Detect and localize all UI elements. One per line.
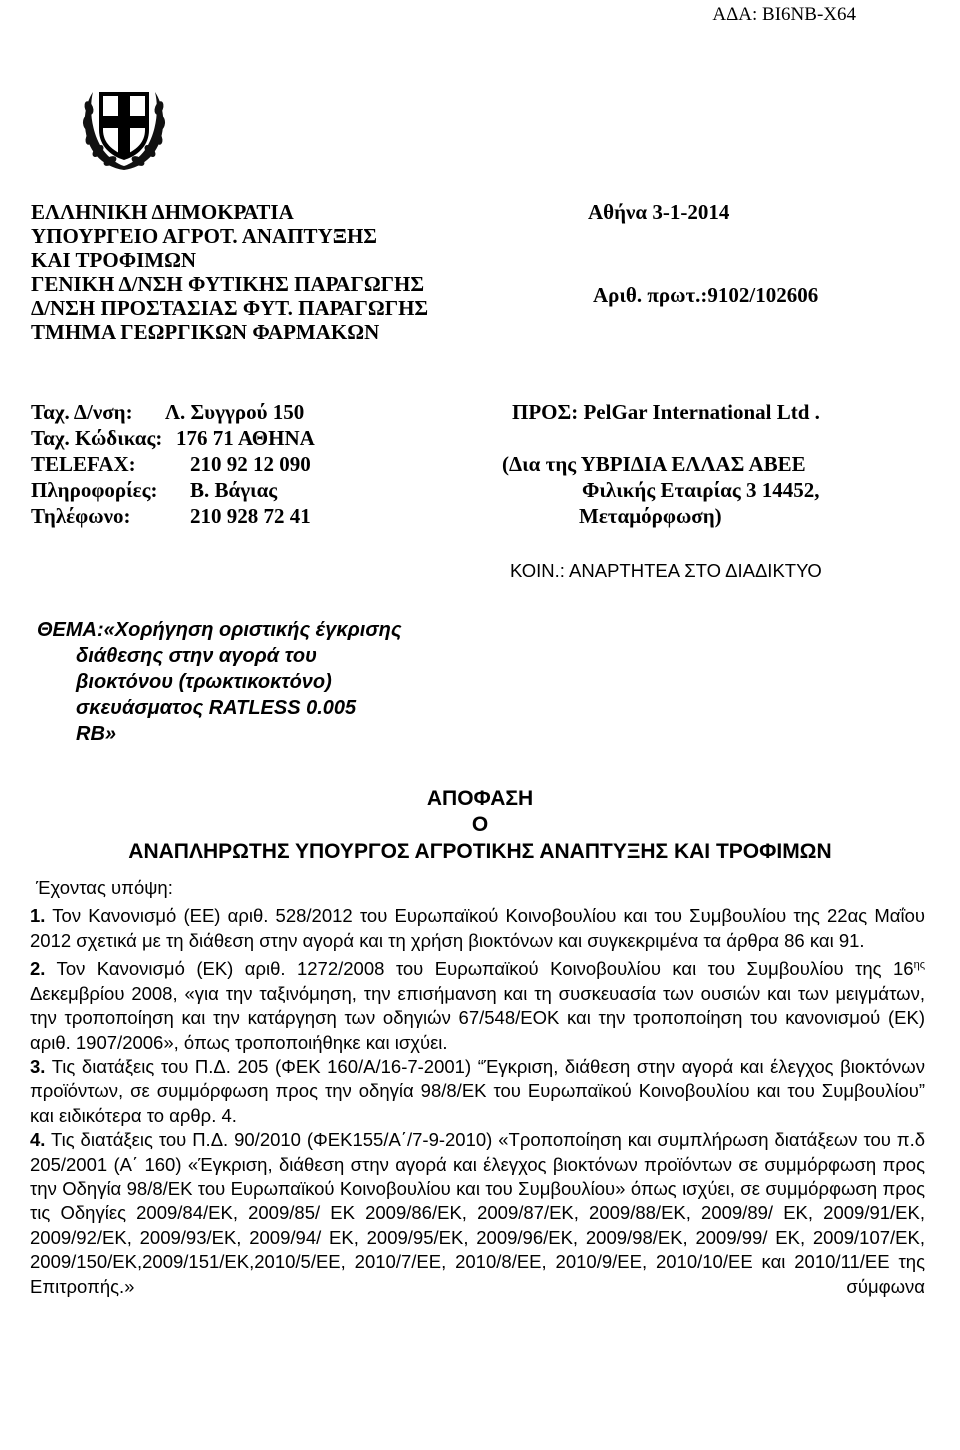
address-label: Ταχ. Δ/νση:: [31, 400, 133, 424]
recipient-to: ΠΡΟΣ: PelGar International Ltd .: [512, 400, 820, 424]
list-item-number: 3.: [30, 1056, 46, 1077]
list-item: [30, 904, 925, 953]
sender-block: [31, 200, 428, 344]
document-date: Αθήνα 3-1-2014: [588, 200, 730, 224]
list-item-number: 1.: [30, 905, 46, 927]
info-label: Πληροφορίες:: [31, 478, 158, 502]
phone-value: 210 928 72 41: [190, 504, 311, 528]
fax-value: 210 92 12 090: [190, 452, 311, 476]
list-item-text: Τις διατάξεις του Π.Δ. 205 (ΦΕΚ 160/Α/16-7-2001) “Έγκριση, διάθεση στην αγορά και έλεγχος βιοκτόνων προϊόντων, σε συμμόρφωση προς την οδηγία 98/8/ΕΚ του Ευρωπαϊκού Κοινοβουλίου και του Συμβουλίου” και ειδικότερα το αρθρ. 4.: [30, 1056, 925, 1126]
subject-line: διάθεσης στην αγορά του: [76, 645, 317, 667]
subject-line: ΘΕΜΑ:«Χορήγηση οριστικής έγκρισης: [37, 619, 402, 641]
sender-line: Δ/ΝΣΗ ΠΡΟΣΤΑΣΙΑΣ ΦΥΤ. ΠΑΡΑΓΩΓΗΣ: [31, 296, 429, 320]
recipient-city: Μεταμόρφωση): [579, 504, 722, 528]
decision-authority: ΑΝΑΠΛΗΡΩΤΗΣ ΥΠΟΥΡΓΟΣ ΑΓΡΟΤΙΚΗΣ ΑΝΑΠΤΥΞΗΣ ΚΑΙ ΤΡΟΦΙΜΩΝ: [128, 840, 832, 863]
list-item-text: Τις διατάξεις του Π.Δ. 90/2010 (ΦΕΚ155/Α΄/7-9-2010) «Τροποποίηση και συμπλήρωση διατάξεων του π.δ 205/2001 (Α΄ 160) «Έγκριση, διάθεση στην αγορά και έλεγχος βιοκτόνων προϊόντων σε συμμόρφωση προς την Οδηγία 98/8/ΕΚ του Ευρωπαϊκού Κοινοβουλίου και του Συμβουλίου» όπως ισχύει, σε συμμόρφωση προς τις Οδηγίες 2009/84/ΕΚ, 2009/85/ ΕΚ 2009/86/ΕΚ, 2009/87/ΕΚ, 2009/88/ΕΚ, 2009/89/ ΕΚ, 2009/91/ΕΚ, 2009/92/ΕΚ, 2009/93/ΕΚ, 2009/94/ ΕΚ, 2009/95/ΕΚ, 2009/96/ΕΚ, 2009/98/ΕΚ, 2009/99/ ΕΚ, 2009/107/ΕΚ, 2009/150/ΕΚ,2009/151/ΕΚ,2010/5/ΕΕ, 2010/7/ΕΕ, 2010/8/ΕΕ, 2010/9/ΕΕ, 2010/10/ΕΕ και 2010/11/ΕΕ της Επιτροπής.» σύμφωνα: [30, 1129, 926, 1297]
koin-note: ΚΟΙΝ.: ΑΝΑΡΤΗΤΕΑ ΣΤΟ ΔΙΑΔΙΚΤΥΟ: [510, 560, 822, 581]
protocol-number: Αριθ. πρωτ.:9102/102606: [593, 283, 819, 307]
subject-line: σκευάσματος RATLESS 0.005: [76, 697, 357, 719]
address-value: Λ. Συγγρού 150: [165, 400, 305, 424]
sender-line: ΚΑΙ ΤΡΟΦΙΜΩΝ: [31, 248, 197, 272]
list-item-text: Δεκεμβρίου 2008, «για την ταξινόμηση, την επισήμανση και τη συσκευασία των ουσιών και των μειγμάτων, την τροποποίηση και την κατάργηση των οδηγιών 67/548/ΕΟΚ και την τροποποίηση του κανονισμού (ΕΚ) αριθ. 1907/2006», όπως τροποποιήθηκε και ισχύει.: [30, 982, 925, 1053]
phone-label: Τηλέφωνο:: [31, 504, 131, 528]
ordinal-suffix: ης: [913, 959, 925, 972]
list-item: [30, 1055, 925, 1128]
recipient-address: Φιλικής Εταιρίας 3 14452,: [582, 478, 820, 502]
decision-article: Ο: [471, 813, 489, 836]
list-item: [30, 953, 925, 1055]
ada-code: ΑΔΑ: ΒΙ6ΝΒ-Χ64: [712, 4, 856, 25]
decision-body: [30, 876, 925, 1299]
list-item-text: Τον Κανονισμό (ΕΚ) αριθ. 1272/2008 του Ευρωπαϊκού Κοινοβουλίου και του Συμβουλίου της 16: [56, 958, 914, 980]
subject-line: RB»: [76, 723, 117, 745]
sender-line: ΕΛΛΗΝΙΚΗ ΔΗΜΟΚΡΑΤΙΑ: [31, 200, 294, 224]
sender-line: ΥΠΟΥΡΓΕΙΟ ΑΓΡΟΤ. ΑΝΑΠΤΥΞΗΣ: [31, 224, 378, 248]
decision-title: ΑΠΟΦΑΣΗ: [426, 787, 534, 810]
zip-label: Ταχ. Κώδικας:: [31, 426, 163, 450]
list-item-text: Τον Κανονισμό (ΕΕ) αριθ. 528/2012 του Ευρωπαϊκού Κοινοβουλίου και του Συμβουλίου της 22ας Μαΐου 2012 σχετικά με τη διάθεση στην αγορά και τη χρήση βιοκτόνων και συγκεκριμένα τα άρθρα 86 και 91.: [30, 905, 925, 951]
zip-value: 176 71 ΑΘΗΝΑ: [176, 426, 315, 450]
fax-label: TELEFAX:: [31, 452, 136, 476]
sender-line: ΤΜΗΜΑ ΓΕΩΡΓΙΚΩΝ ΦΑΡΜΑΚΩΝ: [31, 320, 380, 344]
recipient-via: (Δια της ΥΒΡΙΔΙΑ ΕΛΛΑΣ ΑΒΕΕ: [502, 452, 806, 476]
sender-line: ΓΕΝΙΚΗ Δ/ΝΣΗ ΦΥΤΙΚΗΣ ΠΑΡΑΓΩΓΗΣ: [31, 272, 425, 296]
list-item: [30, 1128, 925, 1299]
list-item-number: 2.: [30, 958, 46, 980]
info-value: Β. Βάγιας: [190, 478, 278, 502]
subject-line: βιοκτόνου (τρωκτικοκτόνο): [76, 671, 332, 693]
body-intro: Έχοντας υπόψη:: [36, 877, 173, 898]
greek-coat-of-arms-icon: [77, 78, 171, 174]
list-item-number: 4.: [30, 1129, 46, 1151]
